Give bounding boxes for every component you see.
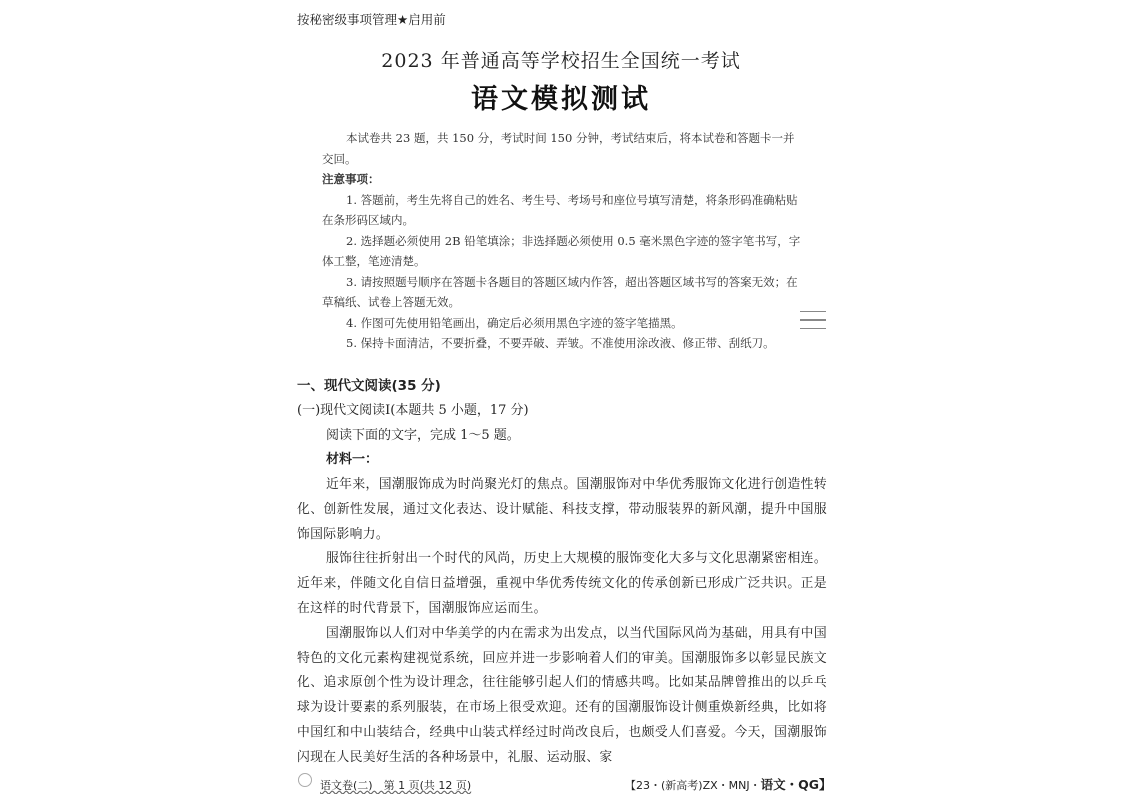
passage-paragraph: 近年来，国潮服饰成为时尚聚光灯的焦点。国潮服饰对中华优秀服饰文化进行创造性转化、创新性发展，通过文化表达、设计赋能、科技支撑，带动服装界的新风潮，提升中国服饰国际影响力。 xyxy=(297,477,827,542)
reading-section xyxy=(297,375,827,771)
footer-page-text: 语文卷(二) 第 1 页(共 12 页) xyxy=(320,779,472,792)
footer-code xyxy=(625,775,832,793)
notice-intro: 本试卷共 23 题，共 150 分，考试时间 150 分钟，考试结束后，将本试卷和答题卡一并交回。 xyxy=(322,131,795,166)
notice-item: 5. 保持卡面清洁，不要折叠，不要弄破、弄皱。不准使用涂改液、修正带、刮纸刀。 xyxy=(346,336,775,350)
notice-item: 4. 作图可先使用铅笔画出，确定后必须用黑色字迹的签字笔描黑。 xyxy=(346,315,683,330)
menu-icon[interactable] xyxy=(800,311,826,331)
exam-title: 2023 年普通高等学校招生全国统一考试 xyxy=(381,50,741,72)
passage-paragraph: 国潮服饰以人们对中华美学的内在需求为出发点，以当代国际风尚为基础，用具有中国特色的文化元素构建视觉系统，回应并进一步影响着人们的审美。国潮服饰多以彰显民族文化、追求原创个性为设计理念，往往能够引起人们的情感共鸣。比如某品牌曾推出的以乒乓球为设计要素的系列服装，在市场上很受欢迎。还有的国潮服饰设计侧重焕新经典，比如将中国红和中山装结合，经典中山装式样经过时尚改良后，也颇受人们喜爱。今天，国潮服饰闪现在人民美好生活的各种场景中，礼服、运动服、家 xyxy=(297,625,827,765)
section-title: 一、现代文阅读(35 分) xyxy=(297,378,441,394)
reading-instruction: 阅读下面的文字，完成 1～5 题。 xyxy=(326,428,520,443)
notice-item: 1. 答题前，考生先将自己的姓名、考生号、考场号和座位号填写清楚，将条形码准确粘贴在条形码区域内。 xyxy=(322,192,798,227)
notice-item: 3. 请按照题号顺序在答题卡各题目的答题区域内作答，超出答题区域书写的答案无效；在草稿纸、试卷上答题无效。 xyxy=(322,274,798,309)
passage-paragraph: 服饰往往折射出一个时代的风尚，历史上大规模的服饰变化大多与文化思潮紧密相连。近年来，伴随文化自信日益增强，重视中华优秀传统文化的传承创新已形成广泛共识。正是在这样的时代背景下，国潮服饰应运而生。 xyxy=(297,551,827,616)
exam-notice xyxy=(322,128,802,354)
binding-hole-icon xyxy=(298,773,312,787)
notice-heading: 注意事项： xyxy=(322,172,380,186)
footer-code-prefix: 【23・(新高考)ZX・MNJ・ xyxy=(625,779,761,792)
material-label: 材料一： xyxy=(326,452,379,467)
footer-code-subject: 语文・QG】 xyxy=(760,777,832,792)
paper-title: 语文模拟测试 xyxy=(471,84,651,115)
footer-page-info xyxy=(320,777,471,793)
secret-level-label: 按秘密级事项管理★启用前 xyxy=(297,12,446,27)
subsection-title: (一)现代文阅读Ⅰ(本题共 5 小题，17 分) xyxy=(297,403,529,418)
notice-item: 2. 选择题必须使用 2B 铅笔填涂；非选择题必须使用 0.5 毫米黑色字迹的签字笔书写，字体工整，笔迹清楚。 xyxy=(322,233,801,268)
